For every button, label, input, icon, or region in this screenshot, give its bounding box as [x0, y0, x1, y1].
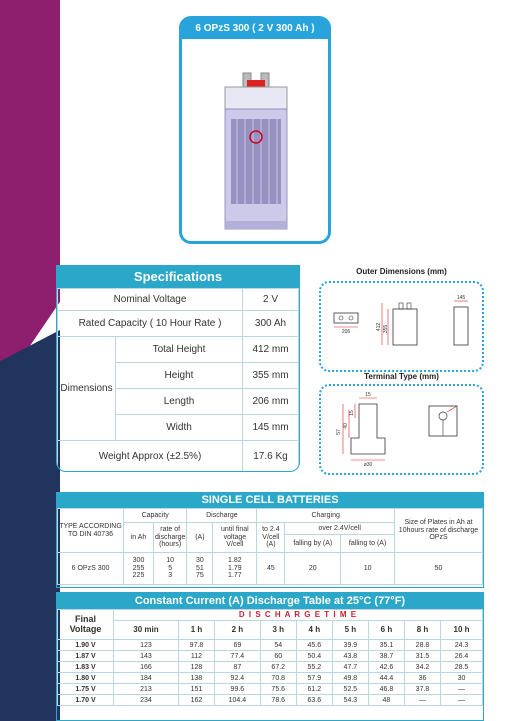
- value-cell: 97.8: [178, 640, 214, 651]
- value-cell: 123: [114, 640, 179, 651]
- column-header: 6 h: [368, 621, 404, 640]
- specifications-heading: Specifications: [57, 266, 299, 288]
- type-header: TYPE ACCORDING TO DIN 40736: [58, 509, 124, 553]
- value-cell: 24.3: [441, 640, 483, 651]
- value-cell: 38.7: [368, 651, 404, 662]
- plates-header: Size of Plates in Ah at 10hours rate of discharge OPzS: [395, 509, 483, 553]
- value-cell: 31.5: [404, 651, 440, 662]
- over-24-header: over 2.4V/cell: [285, 523, 395, 535]
- value-cell: 55.2: [296, 662, 332, 673]
- value-cell: 92.4: [215, 673, 261, 684]
- to24-cell: 45: [257, 553, 285, 585]
- value-cell: 28.8: [404, 640, 440, 651]
- value-cell: 61.2: [296, 684, 332, 695]
- nominal-voltage-value: 2 V: [243, 289, 299, 311]
- discharge-header: Discharge: [187, 509, 257, 523]
- dimension-label: Width: [116, 415, 243, 441]
- rated-capacity-value: 300 Ah: [243, 311, 299, 337]
- value-cell: —: [404, 695, 440, 706]
- value-cell: 151: [178, 684, 214, 695]
- terminal-dim-15a: 15: [365, 392, 371, 398]
- falling-to-cell: 10: [341, 553, 395, 585]
- column-header: 8 h: [404, 621, 440, 640]
- value-cell: 47.7: [332, 662, 368, 673]
- value-cell: 50.4: [296, 651, 332, 662]
- value-cell: 37.8: [404, 684, 440, 695]
- value-cell: 166: [114, 662, 179, 673]
- column-header: 30 min: [114, 621, 179, 640]
- column-header: 2 h: [215, 621, 261, 640]
- value-cell: 30: [441, 673, 483, 684]
- voltage-cell: 1.83 V: [58, 662, 114, 673]
- in-ah-header: in Ah: [124, 523, 154, 553]
- value-cell: 99.6: [215, 684, 261, 695]
- value-cell: 128: [178, 662, 214, 673]
- value-cell: 184: [114, 673, 179, 684]
- outer-dimensions-drawing: [319, 281, 484, 372]
- value-cell: 26.4: [441, 651, 483, 662]
- plates-cell: 50: [395, 553, 483, 585]
- constant-current-table: [56, 592, 484, 721]
- value-cell: 63.6: [296, 695, 332, 706]
- value-cell: 69: [215, 640, 261, 651]
- value-cell: 87: [215, 662, 261, 673]
- dimension-value: 206 mm: [243, 389, 299, 415]
- value-cell: 34.2: [404, 662, 440, 673]
- terminal-type-heading: Terminal Type (mm): [364, 372, 439, 381]
- value-cell: 70.8: [260, 673, 296, 684]
- value-cell: 143: [114, 651, 179, 662]
- product-title: 6 OPzS 300 ( 2 V 300 Ah ): [182, 19, 328, 39]
- value-cell: —: [441, 695, 483, 706]
- current-cell: 30 51 75: [187, 553, 213, 585]
- terminal-dim-40: 40: [343, 423, 349, 429]
- voltage-cell: 1.90 V: [58, 640, 114, 651]
- decor-navy-band: [0, 330, 60, 721]
- value-cell: 104.4: [215, 695, 261, 706]
- outer-dim-206: 206: [341, 329, 351, 335]
- to-24-header: to 2.4 V/cell (A): [257, 523, 285, 553]
- value-cell: 54.3: [332, 695, 368, 706]
- value-cell: 35.1: [368, 640, 404, 651]
- constant-current-heading: Constant Current (A) Discharge Table at 25°C (77°F): [57, 593, 483, 609]
- dimension-value: 145 mm: [243, 415, 299, 441]
- charging-header: Charging: [257, 509, 395, 523]
- weight-value: 17.6 Kg: [243, 441, 299, 473]
- dimension-label: Length: [116, 389, 243, 415]
- outer-dimensions-diagram: [321, 283, 482, 370]
- value-cell: 75.6: [260, 684, 296, 695]
- value-cell: 213: [114, 684, 179, 695]
- weight-label: Weight Approx (±2.5%): [58, 441, 243, 473]
- terminal-type-drawing: [319, 384, 484, 475]
- single-cell-heading: SINGLE CELL BATTERIES: [57, 493, 483, 508]
- dimension-label: Total Height: [116, 337, 243, 363]
- value-cell: 36: [404, 673, 440, 684]
- table-row: [58, 651, 483, 662]
- dimension-value: 412 mm: [243, 337, 299, 363]
- value-cell: 49.8: [332, 673, 368, 684]
- capacity-header: Capacity: [124, 509, 187, 523]
- falling-to-header: falling to (A): [341, 535, 395, 553]
- dimensions-label: Dimensions: [58, 337, 116, 441]
- value-cell: 77.4: [215, 651, 261, 662]
- value-cell: 60: [260, 651, 296, 662]
- value-cell: 112: [178, 651, 214, 662]
- dimension-label: Height: [116, 363, 243, 389]
- table-row: [58, 684, 483, 695]
- value-cell: 42.6: [368, 662, 404, 673]
- value-cell: 162: [178, 695, 214, 706]
- single-cell-table: [56, 492, 484, 588]
- value-cell: 48: [368, 695, 404, 706]
- dimension-value: 355 mm: [243, 363, 299, 389]
- falling-by-cell: 20: [285, 553, 341, 585]
- value-cell: —: [441, 684, 483, 695]
- product-card: [179, 16, 331, 244]
- battery-image: [219, 71, 293, 233]
- outer-dim-412: 412: [376, 322, 382, 332]
- voltage-cell: 1.87 V: [58, 651, 114, 662]
- value-cell: 67.2: [260, 662, 296, 673]
- table-row: [58, 640, 483, 651]
- value-cell: 234: [114, 695, 179, 706]
- column-header: 4 h: [296, 621, 332, 640]
- column-header: 10 h: [441, 621, 483, 640]
- a-header: (A): [187, 523, 213, 553]
- column-header: 3 h: [260, 621, 296, 640]
- table-row: [58, 695, 483, 706]
- voltage-cell: 1.70 V: [58, 695, 114, 706]
- rate-cell: 10 5 3: [154, 553, 187, 585]
- terminal-dim-dia30: ø30: [363, 462, 373, 468]
- voltage-cell: 1.80 V: [58, 673, 114, 684]
- value-cell: 57.9: [296, 673, 332, 684]
- value-cell: 43.8: [332, 651, 368, 662]
- until-final-header: until final voltage V/cell: [213, 523, 257, 553]
- column-header: 1 h: [178, 621, 214, 640]
- voltage-cell: 1.75 V: [58, 684, 114, 695]
- value-cell: 45.6: [296, 640, 332, 651]
- value-cell: 39.9: [332, 640, 368, 651]
- value-cell: 54: [260, 640, 296, 651]
- outer-dim-145: 145: [456, 295, 466, 301]
- rated-capacity-label: Rated Capacity ( 10 Hour Rate ): [58, 311, 243, 337]
- outer-dim-355: 355: [383, 324, 389, 334]
- value-cell: 138: [178, 673, 214, 684]
- type-cell: 6 OPzS 300: [58, 553, 124, 585]
- value-cell: 46.8: [368, 684, 404, 695]
- capacity-cell: 300 255 225: [124, 553, 154, 585]
- rate-header: rate of discharge (hours): [154, 523, 187, 553]
- terminal-dim-57: 57: [336, 429, 342, 435]
- voltage-cell: 1.82 1.79 1.77: [213, 553, 257, 585]
- terminal-dim-15b: 15: [349, 410, 355, 416]
- outer-dimensions-heading: Outer Dimensions (mm): [356, 267, 447, 276]
- final-voltage-header: Final Voltage: [58, 610, 114, 640]
- value-cell: 52.5: [332, 684, 368, 695]
- table-row: [58, 662, 483, 673]
- column-header: 5 h: [332, 621, 368, 640]
- table-row: [58, 673, 483, 684]
- terminal-diagram: [321, 386, 482, 473]
- discharge-time-label: D I S C H A R G E T I M E: [114, 610, 483, 621]
- value-cell: 44.4: [368, 673, 404, 684]
- value-cell: 78.6: [260, 695, 296, 706]
- specifications-table: [56, 265, 300, 472]
- nominal-voltage-label: Nominal Voltage: [58, 289, 243, 311]
- value-cell: 28.5: [441, 662, 483, 673]
- falling-by-header: falling by (A): [285, 535, 341, 553]
